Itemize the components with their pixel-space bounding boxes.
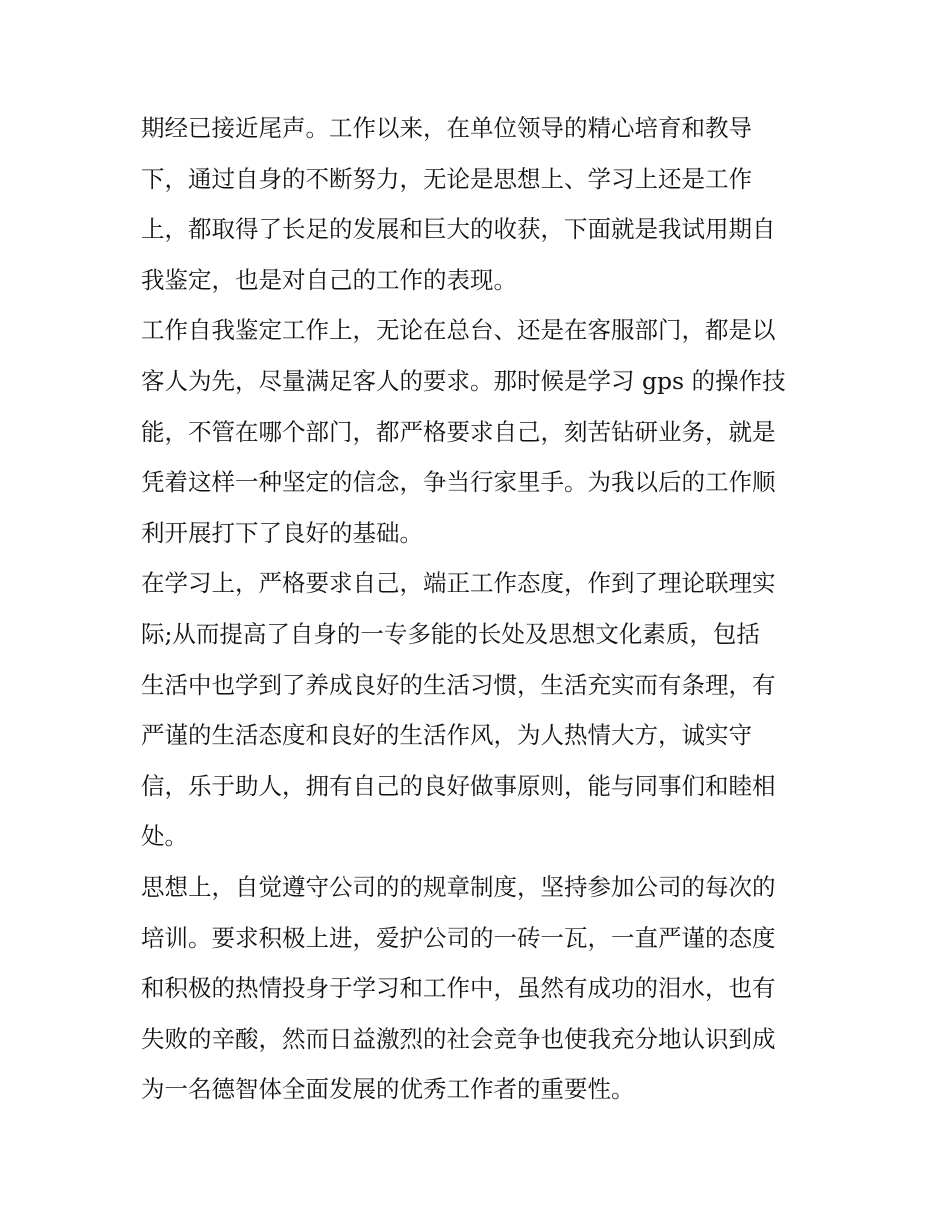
text-line: 思想上，自觉遵守公司的的规章制度，坚持参加公司的每次的 — [141, 872, 776, 901]
text-line: 凭着这样一种坚定的信念，争当行家里手。为我以后的工作顺 — [141, 468, 776, 497]
text-line: 客人为先，尽量满足客人的要求。那时候是学习 gps 的操作技 — [141, 366, 786, 395]
text-line: 期经已接近尾声。工作以来，在单位领导的精心培育和教导 — [141, 114, 752, 142]
text-line: 下，通过自身的不断努力，无论是思想上、学习上还是工作 — [141, 164, 752, 193]
text-line: 和积极的热情投身于学习和工作中，虽然有成功的泪水，也有 — [141, 974, 776, 1003]
text-line: 在学习上，严格要求自己，端正工作态度，作到了理论联理实 — [141, 569, 776, 598]
text-line: 处。 — [141, 822, 188, 851]
text-line: 生活中也学到了养成良好的生活习惯，生活充实而有条理，有 — [141, 670, 776, 699]
text-line: 工作自我鉴定工作上，无论在总台、还是在客服部门，都是以 — [141, 316, 776, 345]
text-line: 为一名德智体全面发展的优秀工作者的重要性。 — [141, 1075, 635, 1104]
text-line: 失败的辛酸，然而日益激烈的社会竞争也使我充分地认识到成 — [141, 1024, 776, 1053]
text-line: 信，乐于助人，拥有自己的良好做事原则，能与同事们和睦相 — [141, 771, 776, 800]
text-line: 培训。要求积极上进，爱护公司的一砖一瓦，一直严谨的态度 — [141, 923, 776, 952]
text-line: 能，不管在哪个部门，都严格要求自己，刻苦钻研业务，就是 — [141, 417, 776, 446]
text-line: 上，都取得了长足的发展和巨大的收获，下面就是我试用期自 — [141, 215, 776, 244]
document-body — [141, 103, 821, 1115]
text-line: 严谨的生活态度和良好的生活作风，为人热情大方，诚实守 — [141, 721, 752, 750]
text-line: 际;从而提高了自身的一专多能的长处及思想文化素质，包括 — [141, 619, 760, 648]
text-line: 我鉴定，也是对自己的工作的表现。 — [141, 265, 517, 294]
text-line: 利开展打下了良好的基础。 — [141, 518, 423, 547]
